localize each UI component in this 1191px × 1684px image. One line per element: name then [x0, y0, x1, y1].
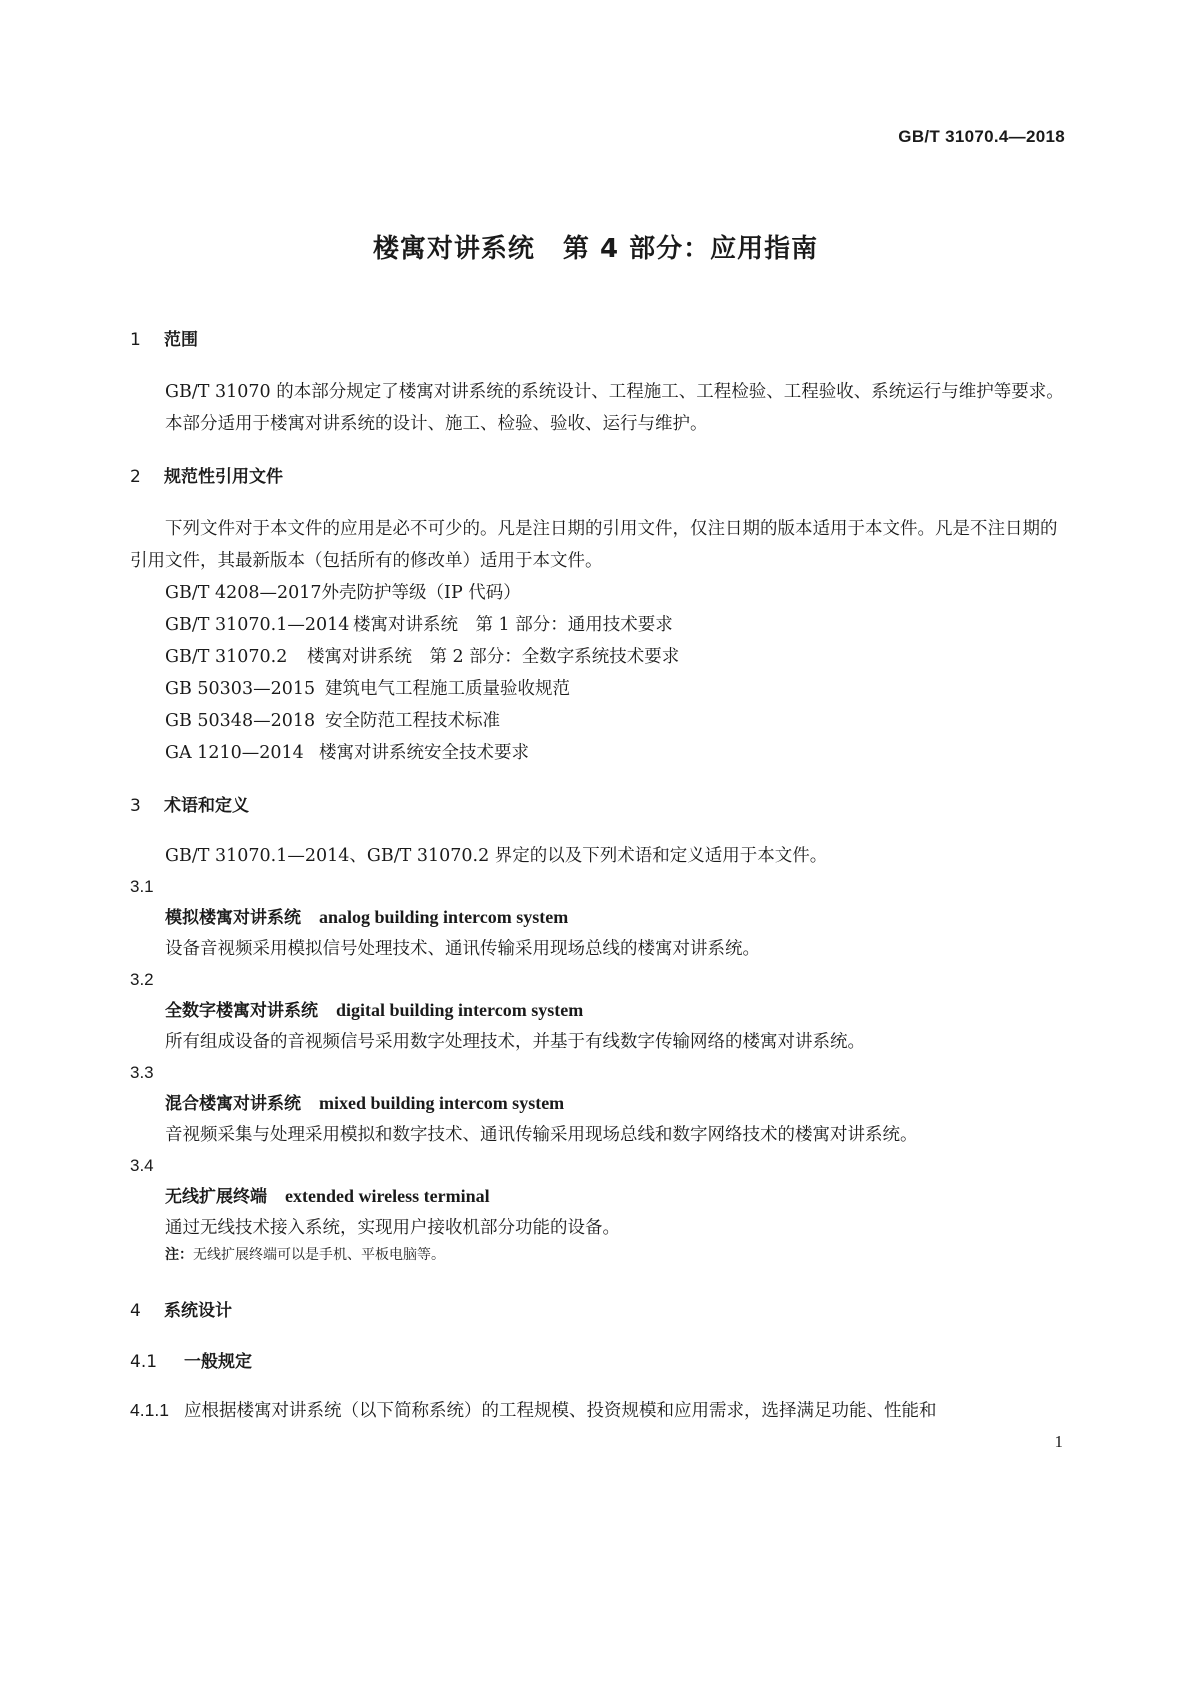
section-title: 系统设计 — [164, 1301, 232, 1321]
term-name: 混合楼寓对讲系统 mixed building intercom system — [165, 1093, 565, 1114]
term-note: 注：无线扩展终端可以是手机、平板电脑等。 — [165, 1247, 445, 1263]
term-number: 3.3 — [130, 1063, 154, 1082]
section-title: 规范性引用文件 — [164, 467, 283, 487]
term-number: 3.4 — [130, 1156, 154, 1175]
section-title: 范围 — [164, 330, 198, 350]
subsection-heading-4-1 — [130, 1347, 1066, 1372]
section-heading-1 — [130, 325, 1066, 350]
section-heading-3 — [130, 791, 1066, 816]
document-body — [130, 325, 1066, 1427]
paragraph: GB/T 31070 的本部分规定了楼寓对讲系统的系统设计、工程施工、工程检验、工程验收、系统运行与维护等要求。 — [165, 382, 1064, 402]
term-definition: 设备音视频采用模拟信号处理技术、通讯传输采用现场总线的楼寓对讲系统。 — [165, 939, 760, 959]
subsection-number: 4.1 — [130, 1352, 158, 1372]
title-part: 第 4 部分：应用指南 — [562, 234, 819, 264]
term-name: 无线扩展终端 extended wireless terminal — [165, 1186, 490, 1207]
term-number: 3.2 — [130, 970, 154, 989]
standard-number: GB/T 31070.4—2018 — [898, 127, 1065, 146]
subsection-title: 一般规定 — [184, 1352, 252, 1372]
section-number: 2 — [130, 467, 141, 487]
reference-item: GA 1210—2014 楼寓对讲系统安全技术要求 — [165, 743, 529, 763]
paragraph: GB/T 31070.1—2014、GB/T 31070.2 界定的以及下列术语和定义适用于本文件。 — [165, 846, 828, 866]
term-definition: 音视频采集与处理采用模拟和数字技术、通讯传输采用现场总线和数字网络技术的楼寓对讲系统。 — [165, 1125, 918, 1145]
reference-item: GB 50303—2015 建筑电气工程施工质量验收规范 — [165, 679, 570, 699]
section-heading-2 — [130, 462, 1066, 487]
reference-item: GB 50348—2018 安全防范工程技术标准 — [165, 711, 500, 731]
section-number: 3 — [130, 796, 141, 816]
section-number: 4 — [130, 1301, 141, 1321]
section-number: 1 — [130, 330, 141, 350]
reference-item: GB/T 4208—2017外壳防护等级（IP 代码） — [165, 583, 521, 603]
term-name: 全数字楼寓对讲系统 digital building intercom system — [165, 1000, 584, 1021]
reference-item: GB/T 31070.1—2014 楼寓对讲系统 第 1 部分：通用技术要求 — [165, 615, 673, 635]
page-number: 1 — [1054, 1432, 1063, 1451]
term-definition: 所有组成设备的音视频信号采用数字处理技术，并基于有线数字传输网络的楼寓对讲系统。 — [165, 1032, 865, 1052]
term-number: 3.1 — [130, 877, 154, 896]
section-title: 术语和定义 — [164, 796, 249, 816]
document-title — [0, 228, 1191, 265]
title-main: 楼寓对讲系统 — [372, 234, 535, 264]
paragraph: 下列文件对于本文件的应用是必不可少的。凡是注日期的引用文件，仅注日期的版本适用于本文件。凡是不注日期的引用文件，其最新版本（包括所有的修改单）适用于本文件。 — [130, 519, 1058, 571]
term-definition: 通过无线技术接入系统，实现用户接收机部分功能的设备。 — [165, 1218, 620, 1238]
term-name: 模拟楼寓对讲系统 analog building intercom system — [165, 907, 569, 928]
reference-item: GB/T 31070.2 楼寓对讲系统 第 2 部分：全数字系统技术要求 — [165, 647, 680, 667]
section-heading-4 — [130, 1296, 1066, 1321]
paragraph: 本部分适用于楼寓对讲系统的设计、施工、检验、验收、运行与维护。 — [165, 414, 708, 434]
clause-4-1-1: 4.1.1 应根据楼寓对讲系统（以下简称系统）的工程规模、投资规模和应用需求，选择满足功能、性能和 — [130, 1400, 937, 1421]
